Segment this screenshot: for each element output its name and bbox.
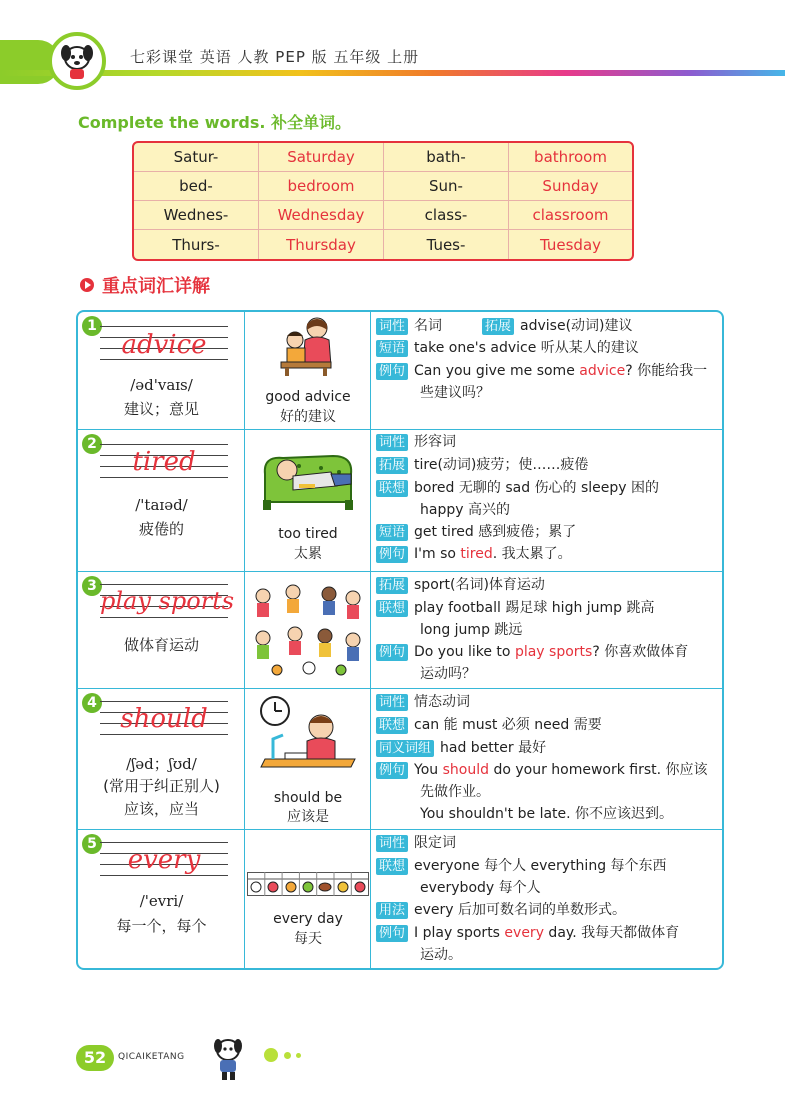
picture-cell: [245, 430, 371, 571]
word-meaning: 做体育运动: [123, 636, 199, 654]
tag-label: 联想: [376, 480, 408, 497]
tag-label: 同义词组: [376, 740, 434, 757]
tag-label: 短语: [376, 524, 408, 541]
detail-line: 先做作业。: [420, 784, 490, 800]
word-cell: [78, 572, 245, 688]
detail-line: 拓展 sport(名词)体育运动: [376, 574, 716, 596]
phonetic: /ʃəd；ʃʊd/: [126, 755, 197, 773]
tired-man-on-sofa-icon: [259, 444, 357, 512]
word-prefix: bath-: [384, 143, 509, 172]
header-title: 七彩课堂 英语 人教 PEP 版 五年级 上册: [130, 48, 420, 66]
parent-advising-child-icon: [275, 314, 341, 376]
tag-label: 拓展: [376, 577, 408, 594]
tag-label: 例句: [376, 762, 408, 779]
vocab-row-should: [78, 689, 722, 830]
word-prefix: bed-: [134, 172, 259, 201]
detail-cell: [371, 430, 722, 571]
detail-cell: [371, 572, 722, 688]
detail-line: long jump 跳远: [420, 622, 523, 638]
word-prefix: Tues-: [384, 230, 509, 259]
vocab-word: should: [120, 704, 208, 734]
detail-cell: [371, 312, 722, 429]
detail-line: 短语 take one's advice 听从某人的建议: [376, 337, 716, 359]
detail-line: 同义词组 had better 最好: [376, 737, 716, 759]
word-answer: Tuesday: [539, 235, 602, 254]
weekly-sports-calendar-icon: [247, 872, 369, 896]
detail-line: everybody 每个人: [420, 880, 541, 896]
boy-doing-homework-icon: [255, 693, 361, 779]
word-cell: [78, 312, 245, 429]
picture-caption: should be: [273, 790, 343, 806]
word-answer: classroom: [509, 201, 632, 230]
detail-line: 词性 形容词: [376, 431, 716, 453]
mascot-logo: [48, 32, 106, 90]
kids-playing-sports-icon: [249, 582, 367, 678]
detail-line: 联想 everyone 每个人 everything 每个东西: [376, 855, 716, 877]
tag-label: 拓展: [482, 318, 514, 335]
picture-caption: 太累: [294, 546, 322, 562]
play-arrow-icon: [80, 278, 94, 292]
tag-label: 用法: [376, 902, 408, 919]
tag-label: 词性: [376, 434, 408, 451]
vocab-table: [76, 310, 724, 970]
word-cell: [78, 830, 245, 970]
detail-line: You shouldn't be late. 你不应该迟到。: [420, 806, 674, 822]
word-answer: Thursday: [259, 230, 384, 259]
table-row: [134, 230, 632, 259]
section1-title: Complete the words. 补全单词。: [78, 113, 352, 132]
word-cell: [78, 430, 245, 571]
picture-caption: 应该是: [287, 809, 329, 825]
detail-line: 些建议吗？: [420, 385, 490, 401]
phonetic: /əd'vaɪs/: [130, 376, 193, 394]
row-number-badge: 5: [82, 834, 102, 854]
vocab-row-tired: [78, 430, 722, 572]
tag-label: 词性: [376, 318, 408, 335]
header-rainbow-bar: [0, 70, 785, 76]
row-number-badge: 4: [82, 693, 102, 713]
detail-line: 词性 情态动词: [376, 691, 716, 713]
word-meaning: (常用于纠正别人): [103, 777, 220, 795]
detail-line: 运动。: [420, 947, 462, 963]
tag-label: 词性: [376, 694, 408, 711]
word-answer: Saturday: [259, 143, 384, 172]
picture-cell: [245, 689, 371, 829]
word-prefix: Sun-: [384, 172, 509, 201]
picture-caption: 好的建议: [280, 409, 336, 425]
detail-line: 例句 Can you give me some advice? 你能给我一: [376, 360, 716, 382]
table-row: [134, 143, 632, 172]
word-prefix: Thurs-: [134, 230, 259, 259]
tag-label: 拓展: [376, 457, 408, 474]
word-prefix: Wednes-: [134, 201, 259, 230]
word-prefix: Satur-: [134, 143, 259, 172]
picture-cell: [245, 312, 371, 429]
tag-label: 词性: [376, 835, 408, 852]
tag-label: 例句: [376, 363, 408, 380]
detail-line: happy 高兴的: [420, 502, 510, 518]
detail-line: 词性 限定词: [376, 832, 716, 854]
row-number-badge: 1: [82, 316, 102, 336]
detail-line: 例句 Do you like to play sports? 你喜欢做体育: [376, 641, 716, 663]
picture-caption: good advice: [265, 389, 351, 405]
detail-line: 联想 play football 踢足球 high jump 跳高: [376, 597, 716, 619]
vocab-row-advice: [78, 312, 722, 430]
detail-line: 词性 名词 拓展 advise(动词)建议: [376, 315, 716, 337]
word-answer: Sunday: [509, 172, 632, 201]
dog-mascot-icon: [52, 36, 102, 86]
word-meaning: 疲倦的: [138, 520, 184, 538]
word-meaning: 应该，应当: [123, 800, 199, 818]
detail-line: 例句 I'm so tired. 我太累了。: [376, 543, 716, 565]
complete-words-table: [132, 141, 634, 261]
word-meaning: 建议；意见: [123, 400, 199, 418]
phonetic: /'evri/: [139, 892, 184, 910]
word-cell: [78, 689, 245, 829]
row-number-badge: 2: [82, 434, 102, 454]
row-number-badge: 3: [82, 576, 102, 596]
tag-label: 联想: [376, 717, 408, 734]
picture-caption: every day: [273, 911, 343, 927]
tag-label: 例句: [376, 925, 408, 942]
vocab-word: play sports: [100, 587, 235, 615]
page-number: 52: [76, 1045, 114, 1071]
word-prefix: class-: [384, 201, 509, 230]
detail-cell: [371, 689, 722, 829]
picture-cell: [245, 572, 371, 688]
table-row: [134, 172, 632, 201]
tag-label: 例句: [376, 546, 408, 563]
section2-title: 重点词汇详解: [102, 276, 210, 297]
detail-line: 例句 You should do your homework first. 你应该: [376, 759, 716, 781]
detail-line: 拓展 tire(动词)疲劳；使……疲倦: [376, 454, 716, 476]
vocab-word: every: [127, 845, 201, 875]
detail-cell: [371, 830, 722, 970]
tag-label: 例句: [376, 644, 408, 661]
picture-caption: 每天: [294, 931, 322, 947]
word-meaning: 每一个，每个: [116, 917, 207, 935]
tag-label: 联想: [376, 600, 408, 617]
footer-brand: QICAIKETANG: [118, 1052, 185, 1062]
detail-line: 联想 bored 无聊的 sad 伤心的 sleepy 困的: [376, 477, 716, 499]
vocab-row-play-sports: [78, 572, 722, 689]
tag-label: 短语: [376, 340, 408, 357]
table-row: [134, 201, 632, 230]
word-answer: bedroom: [259, 172, 384, 201]
phonetic: /'taɪəd/: [135, 496, 188, 514]
word-answer: bathroom: [509, 143, 632, 172]
word-answer: Wednesday: [259, 201, 384, 230]
detail-line: 联想 can 能 must 必须 need 需要: [376, 714, 716, 736]
footer-dog-mascot-icon: [200, 1034, 256, 1084]
vocab-word: advice: [121, 330, 207, 360]
vocab-word: tired: [132, 447, 196, 477]
picture-cell: [245, 830, 371, 970]
detail-line: 短语 get tired 感到疲倦；累了: [376, 521, 716, 543]
detail-line: 用法 every 后加可数名词的单数形式。: [376, 899, 716, 921]
detail-line: 运动吗？: [420, 666, 476, 682]
vocab-row-every: [78, 830, 722, 970]
tag-label: 联想: [376, 858, 408, 875]
picture-caption: too tired: [278, 526, 338, 542]
detail-line: 例句 I play sports every day. 我每天都做体育: [376, 922, 716, 944]
